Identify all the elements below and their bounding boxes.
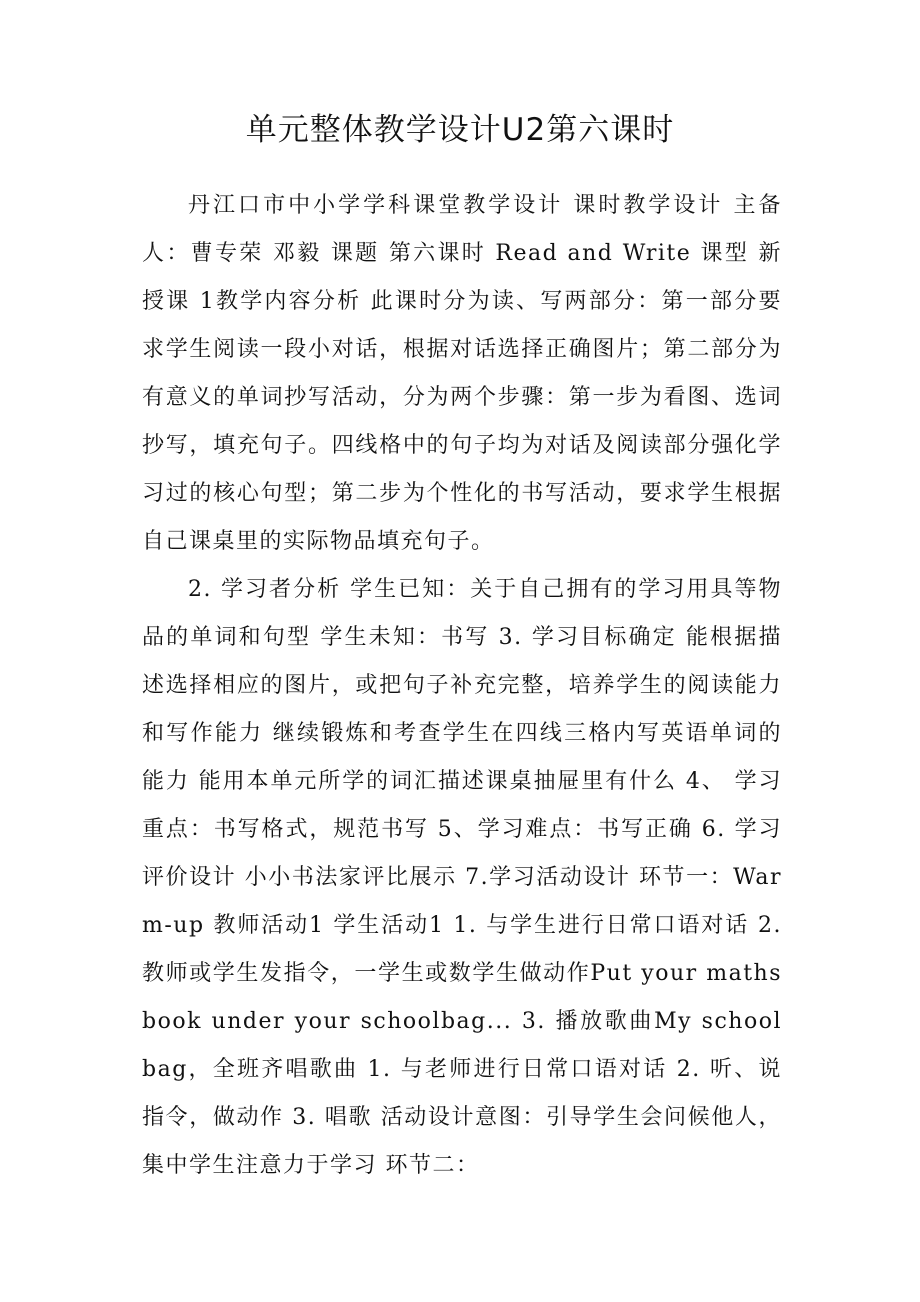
paragraph-course-overview: 丹江口市中小学学科课堂教学设计 课时教学设计 主备人：曹专荣 邓毅 课题 第六课时 Read and Write 课型 新授课 1教学内容分析 此课时分为读、写两部分：第一部分要求学生阅读一段小对话，根据对话选择正确图片；第二部分为有意义的单词抄写活动，分为两个步骤：第一步为看图、选词抄写，填充句子。四线格中的句子均为对话及阅读部分强化学习过的核心句型；第二步为个性化的书写活动，要求学生根据自己课桌里的实际物品填充句子。 [142, 193, 782, 554]
document-title: 单元整体教学设计U2第六课时 [245, 112, 675, 148]
paragraph-learner-analysis: 2. 学习者分析 学生已知：关于自己拥有的学习用具等物品的单词和句型 学生未知：书写 3. 学习目标确定 能根据描述选择相应的图片，或把句子补充完整，培养学生的阅读能力和写作能力 继续锻炼和考查学生在四线三格内写英语单词的能力 能用本单元所学的词汇描述课桌抽屉里有什么 4、 学习重点：书写格式，规范书写 5、学习难点：书写正确 6. 学习评价设计 小小书法家评比展示 7.学习活动设计 环节一：Warm-up 教师活动1 学生活动1 1. 与学生进行日常口语对话 2. 教师或学生发指令，一学生或数学生做动作Put your maths book under your schoolbag... 3. 播放歌曲My schoolbag，全班齐唱歌曲 1. 与老师进行日常口语对话 2. 听、说指令，做动作 3. 唱歌 活动设计意图：引导学生会问候他人，集中学生注意力于学习 环节二： [142, 577, 782, 1178]
